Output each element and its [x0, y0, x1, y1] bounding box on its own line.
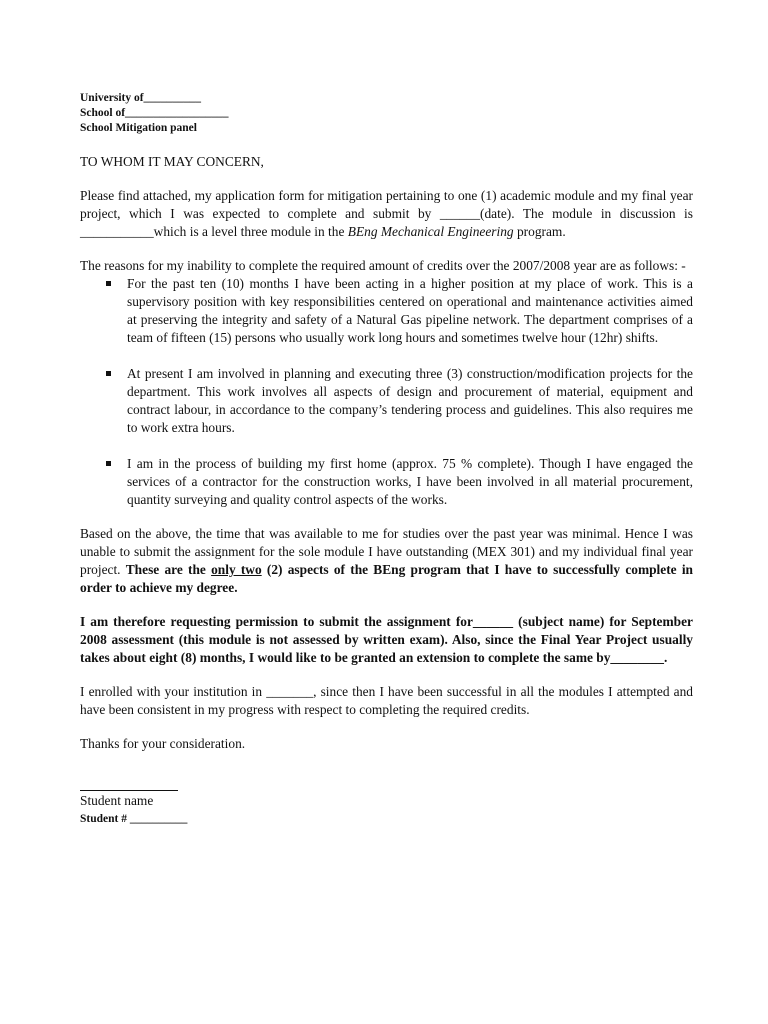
- letter-body: [80, 91, 693, 828]
- bullet-square-icon: [106, 281, 111, 286]
- summary-bold-b: (2) aspects of the BEng program that I have to successfully complete in order to achieve my degree.: [80, 562, 694, 595]
- paragraph-enrollment: I enrolled with your institution in _______, since then I have been successful in all the modules I attempted and have been consistent in my progress with respect to completing the required credits.: [80, 684, 693, 717]
- university-line: University of__________: [80, 92, 202, 104]
- student-number-label: Student # __________: [80, 813, 188, 825]
- list-item-text: For the past ten (10) months I have been acting in a higher position at my place of work. This is a supervisory position with key responsibilities centered on operational and maintenance activities aimed at preserving the integrity and safety of a Natural Gas pipeline network. The department comprises of a team of fifteen (15) persons who usually work long hours and sometimes twelve hour (12hr) shifts.: [127, 276, 693, 345]
- paragraph-application-end: program.: [513, 224, 566, 239]
- paragraph-summary: [80, 525, 693, 597]
- list-item: [80, 365, 693, 437]
- summary-bold-underline: only two: [211, 562, 262, 577]
- bullet-square-icon: [106, 461, 111, 466]
- student-name-label: Student name: [80, 793, 154, 808]
- summary-bold-a: These are the: [125, 562, 212, 577]
- panel-line: School Mitigation panel: [80, 122, 197, 134]
- program-name: BEng Mechanical Engineering: [347, 224, 514, 239]
- paragraph-application-text: Please find attached, my application form for mitigation pertaining to one (1) academic module and my final year project, which I was expected to complete and submit by ______(date). The module in discussion is ___________which is a level three module in the: [80, 188, 693, 239]
- paragraph-reasons-intro: The reasons for my inability to complete the required amount of credits over the 2007/2008 year are as follows: -: [80, 258, 686, 273]
- school-line: School of__________________: [80, 107, 229, 119]
- list-item: [80, 275, 693, 347]
- signature-line: [80, 790, 178, 791]
- reasons-list: [80, 275, 693, 509]
- letter-header: [80, 91, 693, 136]
- list-item: [80, 455, 693, 509]
- paragraph-summary-text: Based on the above, the time that was available to me for studies over the past year was minimal. Hence I was unable to submit the assignment for the sole module I have outstanding (MEX 301) and my individual final year project.: [80, 526, 693, 577]
- paragraph-application: [80, 187, 693, 241]
- list-item-text: I am in the process of building my first home (approx. 75 % complete). Though I have engaged the services of a contractor for the construction works, I have been involved in all material procurement, quantity surveying and quality control aspects of the works.: [127, 456, 693, 507]
- closing-line: Thanks for your consideration.: [80, 736, 246, 751]
- paragraph-request: I am therefore requesting permission to submit the assignment for______ (subject name) for September 2008 assessment (this module is not assessed by written exam). Also, since the Final Year Project usually takes about eight (8) months, I would like to be granted an extension to complete the same by________.: [80, 614, 693, 665]
- bullet-square-icon: [106, 371, 111, 376]
- list-item-text: At present I am involved in planning and executing three (3) construction/modification projects for the department. This work involves all aspects of design and procurement of material, equipment and contract labour, in accordance to the company’s tendering process and guidelines. This also requires me to work extra hours.: [127, 366, 693, 435]
- salutation: TO WHOM IT MAY CONCERN,: [80, 154, 264, 169]
